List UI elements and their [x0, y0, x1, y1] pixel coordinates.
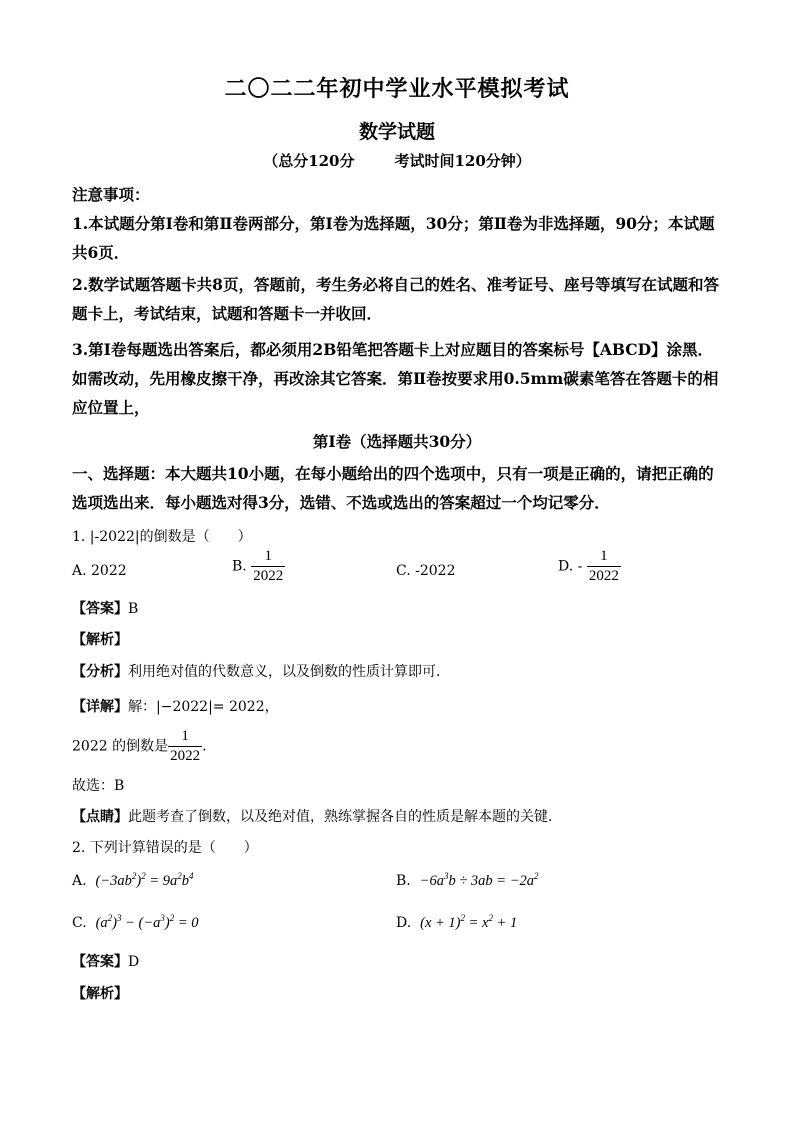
- q2-option-b: B. $-6a^3b \div 3ab = -2a^2$: [396, 871, 539, 889]
- q1-option-a: A. 2022: [72, 563, 127, 579]
- q1-option-b-fraction: [251, 548, 285, 585]
- exam-title: 二〇二二年初中学业水平模拟考试: [224, 76, 570, 102]
- answer-value: D: [128, 954, 140, 970]
- q2-analysis-tag: 【解析】: [72, 986, 128, 1002]
- q1-option-d-fraction: [587, 548, 621, 585]
- fraction-numerator: 1: [600, 548, 608, 564]
- q1-choose: 故选：B: [72, 778, 125, 794]
- dianjing-tag: 【点睛】: [72, 809, 128, 825]
- notes-item-1: 1.本试题分第Ⅰ卷和第Ⅱ卷两部分，第Ⅰ卷为选择题，30分；第Ⅱ卷为非选择题，90分；本试题共6页．: [72, 214, 715, 262]
- answer-value: B: [128, 601, 139, 617]
- section-title: 第Ⅰ卷（选择题共30分）: [312, 432, 482, 451]
- q1-option-c: C. -2022: [396, 563, 456, 579]
- q1-xiangjie: [72, 696, 279, 716]
- notes-heading: 注意事项：: [72, 185, 150, 204]
- exam-time: 考试时间120分钟）: [394, 152, 531, 170]
- fraction-numerator: 1: [181, 728, 189, 744]
- q2-answer: [72, 951, 139, 971]
- q1-option-d-label: D. -: [558, 558, 583, 575]
- q1-dianjing: [72, 806, 562, 826]
- xiangjie-text: 解：|−2022|= 2022，: [128, 699, 279, 715]
- fraction-denominator: 2022: [170, 748, 201, 764]
- total-score: （总分120分: [263, 152, 355, 170]
- answer-tag: 【答案】: [72, 954, 128, 970]
- q2-option-a: A. $(-3ab^2)^2 = 9a^2b^4$: [72, 871, 194, 889]
- q1-answer: [72, 598, 138, 618]
- q1-stem: 1. |-2022|的倒数是（ ）: [72, 529, 252, 545]
- xiangjie-tag: 【详解】: [72, 699, 128, 715]
- notes-item-2: 2.数学试题答题卡共8页，答题前，考生务必将自己的姓名、准考证号、座号等填写在试题和答题卡上，考试结束，试题和答题卡一并收回．: [72, 275, 719, 323]
- q1-reciprocal-line: [72, 728, 207, 765]
- dianjing-text: 此题考查了倒数，以及绝对值，熟练掌握各自的性质是解本题的关键．: [128, 809, 562, 825]
- fenxi-tag: 【分析】: [72, 664, 128, 680]
- reciprocal-fraction: [168, 728, 202, 765]
- q2-stem: 2. 下列计算错误的是（ ）: [72, 840, 258, 856]
- answer-tag: 【答案】: [72, 601, 128, 617]
- notes-item-3: 3.第Ⅰ卷每题选出答案后，都必须用2B铅笔把答题卡上对应题目的答案标号【ABCD】涂黑．如需改动，先用橡皮擦干净，再改涂其它答案．第Ⅱ卷按要求用0.5mm碳素笔答在答题卡的相应位置上，: [72, 340, 719, 417]
- exam-info: [0, 150, 794, 171]
- q1-fenxi: [72, 661, 450, 681]
- fraction-denominator: 2022: [253, 568, 284, 584]
- fenxi-text: 利用绝对值的代数意义，以及倒数的性质计算即可．: [128, 664, 450, 680]
- reciprocal-suffix: .: [202, 738, 207, 755]
- fraction-denominator: 2022: [588, 568, 619, 584]
- section-instructions: 一、选择题：本大题共10小题，在每小题给出的四个选项中，只有一项是正确的，请把正确的选项选出来．每小题选对得3分，选错、不选或选出的答案超过一个均记零分．: [72, 464, 714, 512]
- fraction-numerator: 1: [264, 548, 272, 564]
- q2-option-c: C. $(a^2)^3 - (-a^3)^2 = 0$: [72, 913, 199, 931]
- q1-analysis-tag: 【解析】: [72, 632, 128, 648]
- q1-option-b: [232, 548, 285, 585]
- q2-option-d: D. $(x + 1)^2 = x^2 + 1$: [396, 913, 518, 931]
- subject-title: 数学试题: [358, 121, 435, 143]
- q1-option-d: [558, 548, 621, 585]
- reciprocal-prefix: 2022 的倒数是: [72, 738, 169, 755]
- q1-option-b-label: B.: [232, 558, 247, 575]
